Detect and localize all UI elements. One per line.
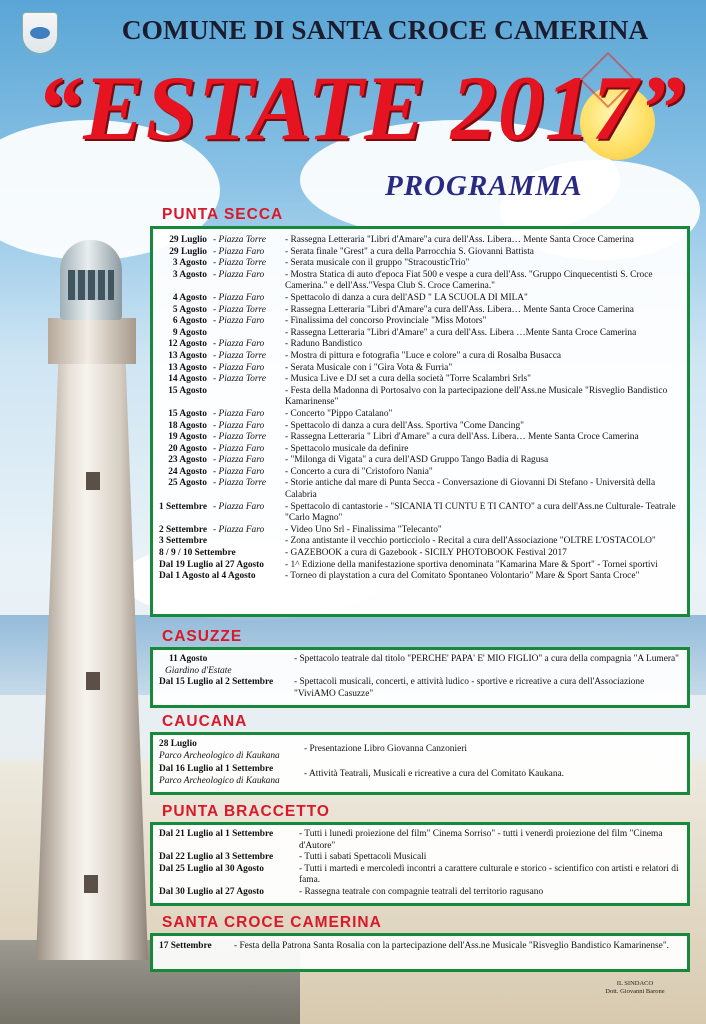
list-item — [159, 351, 681, 363]
list-item — [159, 887, 681, 899]
section-title-caucana: CAUCANA — [162, 713, 248, 730]
event-list — [159, 235, 681, 583]
section-title-casuzze: CASUZZE — [162, 628, 243, 645]
event-date: 1 Settembre — [159, 501, 207, 512]
programme-heading: PROGRAMMA — [385, 170, 583, 202]
event-date: 2 Settembre — [159, 524, 207, 535]
event-description: - Storie antiche dal mare di Punta Secca - Conversazione di Giovanni Di Stefano - Università della Calabria — [285, 478, 656, 501]
event-description: - Spettacolo musicale da definire — [285, 443, 409, 454]
event-description: - Mostra di pittura e fotografia "Luce e colore" a cura di Rosalba Busacca — [285, 350, 562, 361]
event-description: - Tutti i sabati Spettacoli Musicali — [299, 852, 427, 863]
event-description: - Torneo di playstation a cura del Comitato Spontaneo Volontario" Mare & Sport Santa Croce" — [285, 571, 640, 582]
event-date: 3 Settembre — [159, 536, 207, 547]
event-date: 3 Agosto — [172, 269, 207, 280]
list-item — [159, 258, 681, 270]
event-place: - Piazza Faro — [213, 420, 265, 431]
caucana-box — [150, 732, 690, 795]
event-description: - Serata finale "Grest" a cura della Parrocchia S. Giovanni Battista — [285, 246, 534, 257]
list-item — [159, 467, 681, 479]
event-date: 12 Agosto — [168, 339, 207, 350]
event-description: - Spettacolo teatrale dal titolo "PERCHE' PAPA' E' MIO FIGLIO" a cura della compagnia "A Lumera" — [294, 654, 679, 664]
event-description: - Video Uno Srl - Finalissima "Telecanto" — [285, 524, 442, 535]
list-item — [159, 536, 681, 548]
event-date: Dal 1 Agosto al 4 Agosto — [159, 571, 256, 582]
event-description: - Zona antistante il vecchio porticciolo - Recital a cura dell'Associazione "OLTRE L'OSTACOLO" — [285, 536, 656, 547]
event-place: - Piazza Faro — [213, 269, 265, 280]
event-date: 28 Luglio — [159, 739, 197, 749]
event-date: 3 Agosto — [172, 258, 207, 269]
list-item — [159, 455, 681, 467]
list-item — [159, 864, 681, 887]
event-date: 19 Agosto — [168, 432, 207, 443]
event-description: - Finalissima del concorso Provinciale "Miss Motors" — [285, 316, 487, 327]
event-description: - Mostra Statica di auto d'epoca Fiat 500 e vespe a cura dell'Ass. "Gruppo Cinquecentisti S. Croce Camerina." e dell'Ass."Vespa Club S. Croce Camerina." — [285, 269, 653, 292]
event-place: - Piazza Faro — [213, 443, 265, 454]
event-place — [207, 386, 285, 409]
list-item — [159, 478, 681, 501]
list-item — [159, 374, 681, 386]
municipal-crest-icon — [22, 12, 58, 54]
event-place: - Piazza Faro — [213, 408, 265, 419]
municipality-name: COMUNE DI SANTA CROCE CAMERINA — [121, 14, 649, 45]
event-date: Dal 21 Luglio al 1 Settembre — [159, 829, 274, 839]
event-description: - Rassegna Letteraria "Libri d'Amare" a cura dell'Ass. Libera …Mente Santa Croce Camerina — [285, 327, 637, 338]
section-title-punta-braccetto: PUNTA BRACCETTO — [162, 803, 330, 820]
event-list — [159, 829, 681, 899]
event-place: Parco Archeologico di Kaukana — [159, 750, 280, 761]
event-date: 9 Agosto — [172, 327, 207, 338]
event-date: 15 Agosto — [168, 385, 207, 396]
event-date: 14 Agosto — [168, 374, 207, 385]
event-description: - Presentazione Libro Giovanna Canzonieri — [304, 744, 467, 754]
list-item — [159, 432, 681, 444]
lighthouse-illustration — [18, 240, 168, 980]
section-title-santa-croce: SANTA CROCE CAMERINA — [162, 914, 382, 931]
punta-secca-box — [150, 226, 690, 617]
event-place: - Piazza Torre — [213, 478, 266, 489]
list-item — [159, 409, 681, 421]
event-description: - Festa della Patrona Santa Rosalia con la partecipazione dell'Ass.ne Musicale "Risveglio Bandistico Kamarinense". — [234, 941, 670, 951]
event-place: - Piazza Torre — [213, 432, 266, 443]
list-item — [159, 339, 681, 351]
event-date: 8 / 9 / 10 Settembre — [159, 548, 236, 559]
event-date: 13 Agosto — [168, 350, 207, 361]
event-date: 25 Agosto — [168, 478, 207, 489]
punta-braccetto-box — [150, 822, 690, 906]
list-item — [159, 293, 681, 305]
event-place: - Piazza Faro — [213, 466, 265, 477]
list-item — [159, 235, 681, 247]
list-item — [159, 560, 681, 572]
event-description: - Tutti i martedì e mercoledì incontri a carattere culturale e storico - scientifico con artisti e relatori di fama. — [299, 863, 679, 886]
section-title-punta-secca: PUNTA SECCA — [162, 206, 284, 223]
list-item — [159, 363, 681, 375]
list-item — [159, 386, 681, 409]
event-description: - Raduno Bandistico — [285, 339, 363, 350]
event-place — [207, 536, 285, 548]
event-date: 13 Agosto — [168, 362, 207, 373]
santa-croce-box — [150, 933, 690, 972]
casuzze-box — [150, 647, 690, 708]
event-description: - Rassegna Letteraria "Libri d'Amare"a cura dell'Ass. Libera… Mente Santa Croce Camerina — [285, 235, 634, 245]
event-description: - Festa della Madonna di Portosalvo con la partecipazione dell'Ass.ne Musicale "Risveglio Bandistico Kamarinense" — [285, 385, 668, 408]
list-item — [159, 548, 681, 560]
event-date: 11 Agosto — [169, 654, 208, 664]
event-description: - "Milonga di Vigata" a cura dell'ASD Gruppo Tango Badia di Ragusa — [285, 455, 549, 466]
event-description: - Spettacolo di danza a cura dell'Ass. Sportiva "Come Dancing" — [285, 420, 524, 431]
list-item — [159, 739, 681, 762]
list-item — [159, 502, 681, 525]
event-date: Dal 19 Luglio al 27 Agosto — [159, 559, 264, 570]
list-item — [159, 654, 681, 677]
list-item — [159, 305, 681, 317]
event-place: - Piazza Faro — [213, 362, 265, 373]
event-place: - Piazza Faro — [213, 501, 265, 512]
event-place: - Piazza Torre — [213, 235, 266, 245]
event-date: 29 Luglio — [169, 235, 207, 245]
event-date: 18 Agosto — [168, 420, 207, 431]
event-date: Dal 30 Luglio al 27 Agosto — [159, 886, 264, 897]
event-description: - Attività Teatrali, Musicali e ricreative a cura del Comitato Kaukana. — [304, 769, 565, 780]
event-description: - Rassegna teatrale con compagnie teatrali del territorio ragusano — [299, 886, 544, 897]
event-description: - Concerto "Pippo Catalano" — [285, 408, 393, 419]
event-description: - Concerto a cura di "Cristoforo Nania" — [285, 466, 433, 477]
event-description: - 1^ Edizione della manifestazione sportiva denominata "Kamarina Mare & Sport" - Tornei sportivi — [285, 559, 658, 570]
event-date: 29 Luglio — [169, 246, 207, 257]
event-place: - Piazza Torre — [213, 374, 266, 385]
list-item — [159, 941, 681, 953]
event-place — [207, 328, 285, 340]
list-item — [159, 571, 681, 583]
poster-title: “ESTATE 2017” — [36, 57, 686, 159]
event-description: - Rassegna Letteraria "Libri d'Amare"a cura dell'Ass. Libera… Mente Santa Croce Camerina — [285, 304, 634, 315]
list-item — [159, 444, 681, 456]
event-place: - Piazza Torre — [213, 304, 266, 315]
event-description: - Musica Live e DJ set a cura della società "Torre Scalambri Srls" — [285, 374, 531, 385]
event-place: - Piazza Faro — [213, 455, 265, 466]
event-place: - Piazza Faro — [213, 339, 265, 350]
event-place: - Piazza Faro — [213, 292, 265, 303]
event-place: Parco Archeologico di Kaukana — [159, 775, 280, 786]
event-description: - Tutti i lunedì proiezione del film" Cinema Sorriso" - tutti i venerdì proiezione del film "Cinema d'Autore" — [299, 829, 663, 851]
event-description: - GAZEBOOK a cura di Gazebook - SICILY PHOTOBOOK Festival 2017 — [285, 548, 567, 559]
event-date: 20 Agosto — [168, 443, 207, 454]
list-item — [159, 764, 681, 787]
event-date: 17 Settembre — [159, 941, 212, 951]
list-item — [159, 328, 681, 340]
event-description: - Spettacolo di danza a cura dell'ASD " LA SCUOLA DI MILA" — [285, 292, 528, 303]
event-description: - Serata Musicale con i "Gira Vota & Furria" — [285, 362, 453, 373]
list-item — [159, 677, 681, 700]
list-item — [159, 316, 681, 328]
event-date: Dal 22 Luglio al 3 Settembre — [159, 852, 274, 863]
event-place: - Piazza Torre — [213, 258, 266, 269]
event-date: 5 Agosto — [172, 304, 207, 315]
list-item — [159, 421, 681, 433]
event-date: 15 Agosto — [168, 408, 207, 419]
event-description: - Serata musicale con il gruppo "StracousticTrio" — [285, 258, 470, 269]
event-description: - Rassegna Letteraria " Libri d'Amare" a cura dell'Ass. Libera… Mente Santa Croce Camerina — [285, 432, 639, 443]
event-place: Giardino d'Estate — [165, 665, 232, 676]
event-date: 6 Agosto — [172, 316, 207, 327]
event-description: - Spettacoli musicali, concerti, e attività ludico - sportive e ricreative a cura dell'Associazione "ViviAMO Casuzze" — [294, 677, 645, 699]
event-date: 23 Agosto — [168, 455, 207, 466]
mayor-title: IL SINDACO — [616, 980, 654, 987]
mayor-signature — [580, 980, 690, 996]
event-date: Dal 16 Luglio al 1 Settembre — [159, 764, 274, 775]
event-date: 24 Agosto — [168, 466, 207, 477]
event-date: Dal 25 Luglio al 30 Agosto — [159, 863, 264, 874]
list-item — [159, 270, 681, 293]
event-date: 4 Agosto — [172, 292, 207, 303]
event-place: - Piazza Faro — [213, 246, 265, 257]
event-place: - Piazza Faro — [213, 524, 265, 535]
event-description: - Spettacolo di cantastorie - "SICANIA TI CUNTU E TI CANTO" a cura dell'Ass.ne Culturale- Teatrale "Carlo Magno" — [285, 501, 676, 524]
event-place: - Piazza Faro — [213, 316, 265, 327]
event-place: - Piazza Torre — [213, 350, 266, 361]
list-item — [159, 525, 681, 537]
list-item — [159, 247, 681, 259]
mayor-name: Dott. Giovanni Barone — [605, 988, 665, 995]
event-date: Dal 15 Luglio al 2 Settembre — [159, 677, 274, 688]
list-item — [159, 829, 681, 852]
list-item — [159, 852, 681, 864]
